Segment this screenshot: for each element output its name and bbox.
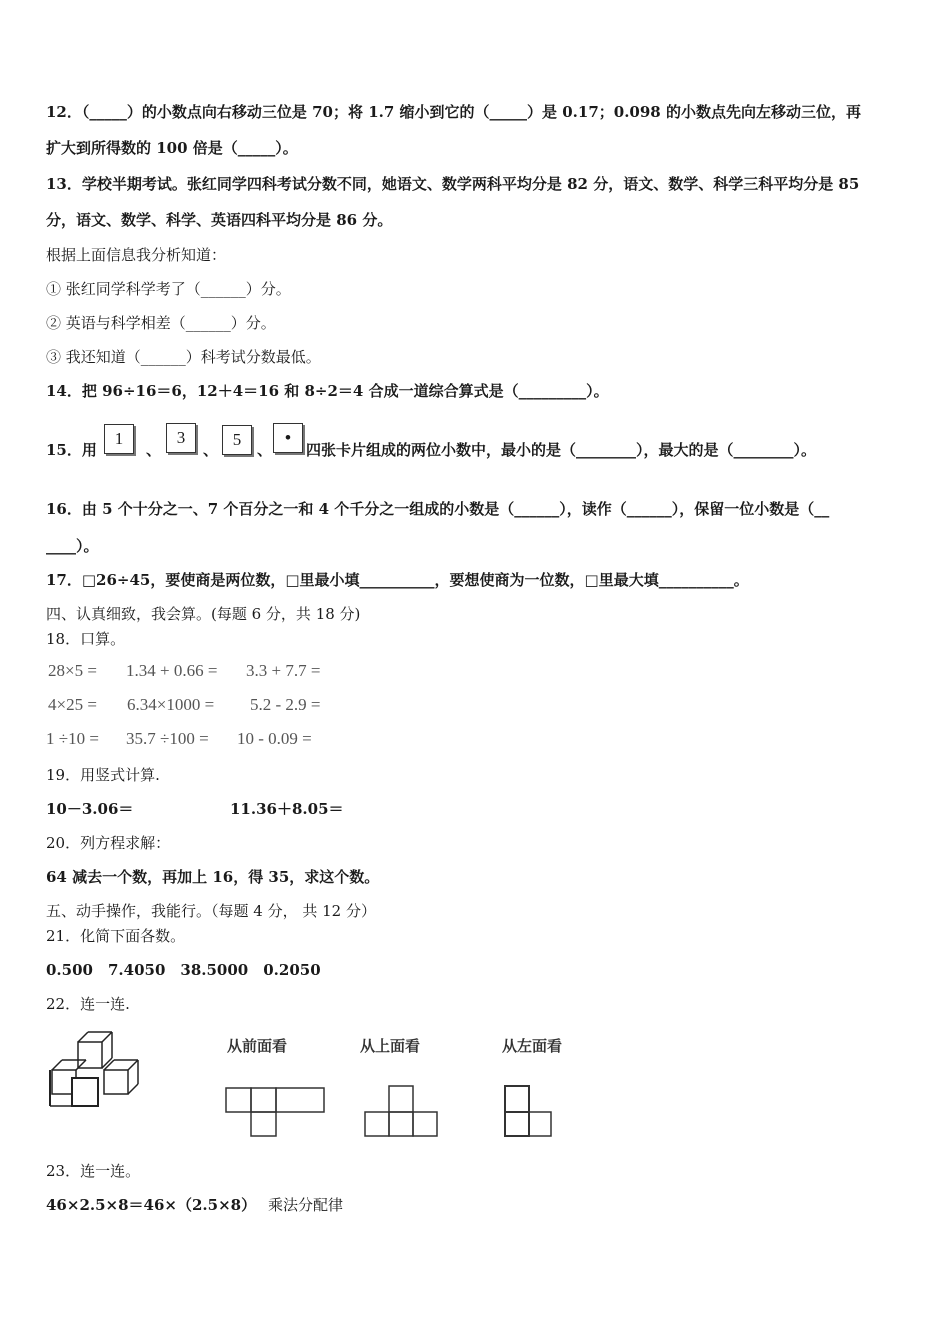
calc-r2c1: 4×25 = xyxy=(48,695,97,714)
front-view-figure xyxy=(224,1086,328,1138)
calc-r3c2: 35.7 ÷100 = xyxy=(126,729,209,748)
q15-suffix: 四张卡片组成的两位小数中，最小的是（________），最大的是（________）。 xyxy=(306,441,817,459)
card-5: 5 xyxy=(222,425,252,455)
q13-line2: 分，语文、数学、科学、英语四科平均分是 86 分。 xyxy=(46,211,393,229)
q15-sep2: 、 xyxy=(203,441,219,459)
top-view-figure xyxy=(362,1084,440,1140)
cube-stack-figure xyxy=(46,1030,156,1112)
q23-expr: 46×2.5×8＝46×（2.5×8） xyxy=(46,1196,257,1214)
calc-r1c1: 28×5 = xyxy=(48,661,97,680)
q13-item2: ② 英语与科学相差（______）分。 xyxy=(46,314,276,332)
q20-title: 20．列方程求解： xyxy=(46,834,171,852)
q13-line3: 根据上面信息我分析知道： xyxy=(46,246,227,264)
section5-title: 五、动手操作，我能行。（每题 4 分， 共 12 分） xyxy=(46,902,376,920)
q16-line1: 16．由 5 个十分之一、7 个百分之一和 4 个千分之一组成的小数是（______），读作（______），保留一位小数是（__ xyxy=(46,500,830,518)
q23-law: 乘法分配律 xyxy=(268,1196,344,1214)
q19-expr1: 10－3.06＝ xyxy=(46,800,134,818)
q13-item3: ③ 我还知道（______）科考试分数最低。 xyxy=(46,348,321,366)
calc-r1c3: 3.3 + 7.7 = xyxy=(246,661,321,680)
q15-sep3: 、 xyxy=(257,441,273,459)
q15-sep1: 、 xyxy=(146,441,162,459)
card-3: 3 xyxy=(166,423,196,453)
q21-numbers: 0.500 7.4050 38.5000 0.2050 xyxy=(46,961,321,979)
q13-line1: 13．学校半期考试。张红同学四科考试分数不同，她语文、数学两科平均分是 82 分，语文、数学、科学三科平均分是 85 xyxy=(46,175,860,193)
label-left-view: 从左面看 xyxy=(502,1037,563,1055)
label-top-view: 从上面看 xyxy=(360,1037,421,1055)
q21-title: 21．化简下面各数。 xyxy=(46,927,186,945)
q12-line1: 12．（_____）的小数点向右移动三位是 70；将 1.7 缩小到它的（_____）是 0.17；0.098 的小数点先向左移动三位，再 xyxy=(46,103,861,121)
q13-item1: ① 张红同学科学考了（______）分。 xyxy=(46,280,291,298)
q14-text: 14．把 96÷16＝6，12＋4＝16 和 8÷2＝4 合成一道综合算式是（_________）。 xyxy=(46,382,609,400)
calc-r1c2: 1.34 + 0.66 = xyxy=(126,661,218,680)
calc-r3c1: 1 ÷10 = xyxy=(46,729,99,748)
q18-title: 18．口算。 xyxy=(46,630,126,648)
calc-r2c2: 6.34×1000 = xyxy=(127,695,215,714)
q12-line2: 扩大到所得数的 100 倍是（_____）。 xyxy=(46,139,298,157)
q22-title: 22．连一连. xyxy=(46,995,130,1013)
calc-r2c3: 5.2 - 2.9 = xyxy=(250,695,321,714)
calc-r3c3: 10 - 0.09 = xyxy=(237,729,312,748)
card-dot: • xyxy=(273,423,303,453)
card-1: 1 xyxy=(104,424,134,454)
q20-text: 64 减去一个数，再加上 16，得 35，求这个数。 xyxy=(46,868,380,886)
q16-line2: ____）。 xyxy=(46,537,99,555)
label-front-view: 从前面看 xyxy=(227,1037,288,1055)
q19-title: 19．用竖式计算. xyxy=(46,766,160,784)
q15-prefix: 15．用 xyxy=(46,441,97,459)
left-view-figure xyxy=(502,1084,556,1140)
q23-title: 23．连一连。 xyxy=(46,1162,141,1180)
q19-expr2: 11.36＋8.05＝ xyxy=(230,800,344,818)
q17-text: 17．□26÷45，要使商是两位数，□里最小填__________，要想使商为一位数，□里最大填__________。 xyxy=(46,571,749,589)
section4-title: 四、认真细致，我会算。(每题 6 分，共 18 分) xyxy=(46,605,361,623)
